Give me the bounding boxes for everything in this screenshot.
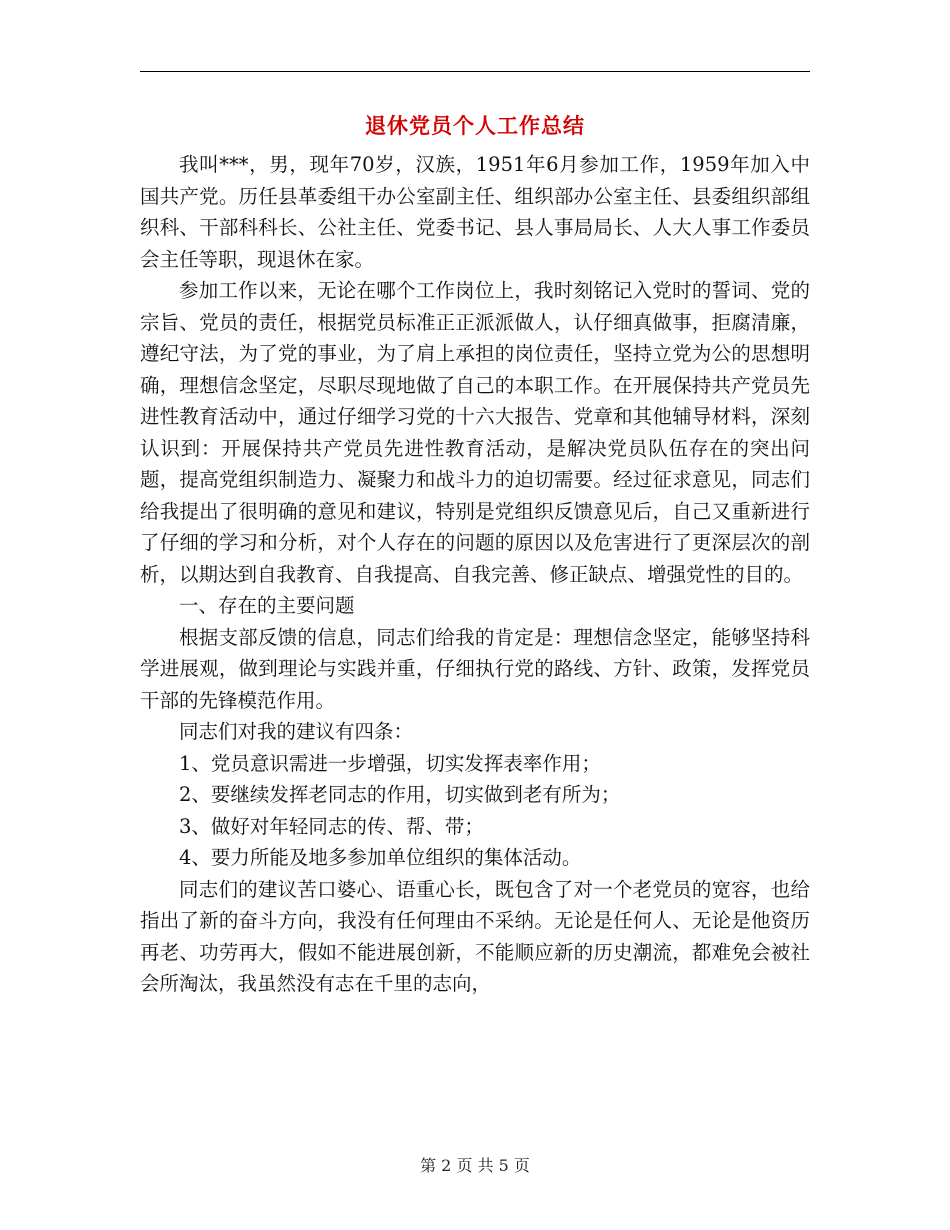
list-item-suggestion-1: 1、党员意识需进一步增强，切实发挥表率作用； [179,751,601,775]
list-item-suggestion-4: 4、要力所能及地多参加单位组织的集体活动。 [179,846,582,869]
page-number-footer: 第 2 页 共 5 页 [420,1156,530,1175]
paragraph-feedback: 根据支部反馈的信息，同志们给我的肯定是：理想信念坚定，能够坚持科学进展观，做到理论与实践并重，仔细执行党的路线、方针、政策，发挥党员干部的先锋模范作用。 [140,625,810,712]
list-item-suggestion-3: 3、做好对年轻同志的传、帮、带； [179,814,484,838]
document-title: 退休党员个人工作总结 [365,113,585,138]
paragraph-intro: 我叫***，男，现年70岁，汉族，1951年6月参加工作，1959年加入中国共产党。历任县革委组干办公室副主任、组织部办公室主任、县委组织部组织科、干部科科长、公社主任、党委书记、县人事局局长、人大人事工作委员会主任等职，现退休在家。 [140,153,810,271]
list-item-suggestion-2: 2、要继续发挥老同志的作用，切实做到老有所为； [179,783,621,806]
paragraph-suggestions-intro: 同志们对我的建议有四条： [179,720,414,743]
section-heading-problems: 一、存在的主要问题 [179,594,355,617]
paragraph-reflection: 同志们的建议苦口婆心、语重心长，既包含了对一个老党员的宽容，也给指出了新的奋斗方向，我没有任何理由不采纳。无论是任何人、无论是他资历再老、功劳再大，假如不能进展创新，不能顺应新的历史潮流，都难免会被社会所淘汰，我虽然没有志在千里的志向， [140,877,810,995]
header-rule [140,71,810,72]
document-body [140,149,810,1000]
paragraph-work-review: 参加工作以来，无论在哪个工作岗位上，我时刻铭记入党时的誓词、党的宗旨、党员的责任，根据党员标准正正派派做人，认仔细真做事，拒腐清廉，遵纪守法，为了党的事业，为了肩上承担的岗位责任，坚持立党为公的思想明确，理想信念坚定，尽职尽现地做了自己的本职工作。在开展保持共产党员先进性教育活动中，通过仔细学习党的十六大报告、党章和其他辅导材料，深刻认识到：开展保持共产党员先进性教育活动，是解决党员队伍存在的突出问题，提高党组织制造力、凝聚力和战斗力的迫切需要。经过征求意见，同志们给我提出了很明确的意见和建议，特别是党组织反馈意见后，自己又重新进行了仔细的学习和分析，对个人存在的问题的原因以及危害进行了更深层次的剖析，以期达到自我教育、自我提高、自我完善、修正缺点、增强党性的目的。 [140,279,810,586]
